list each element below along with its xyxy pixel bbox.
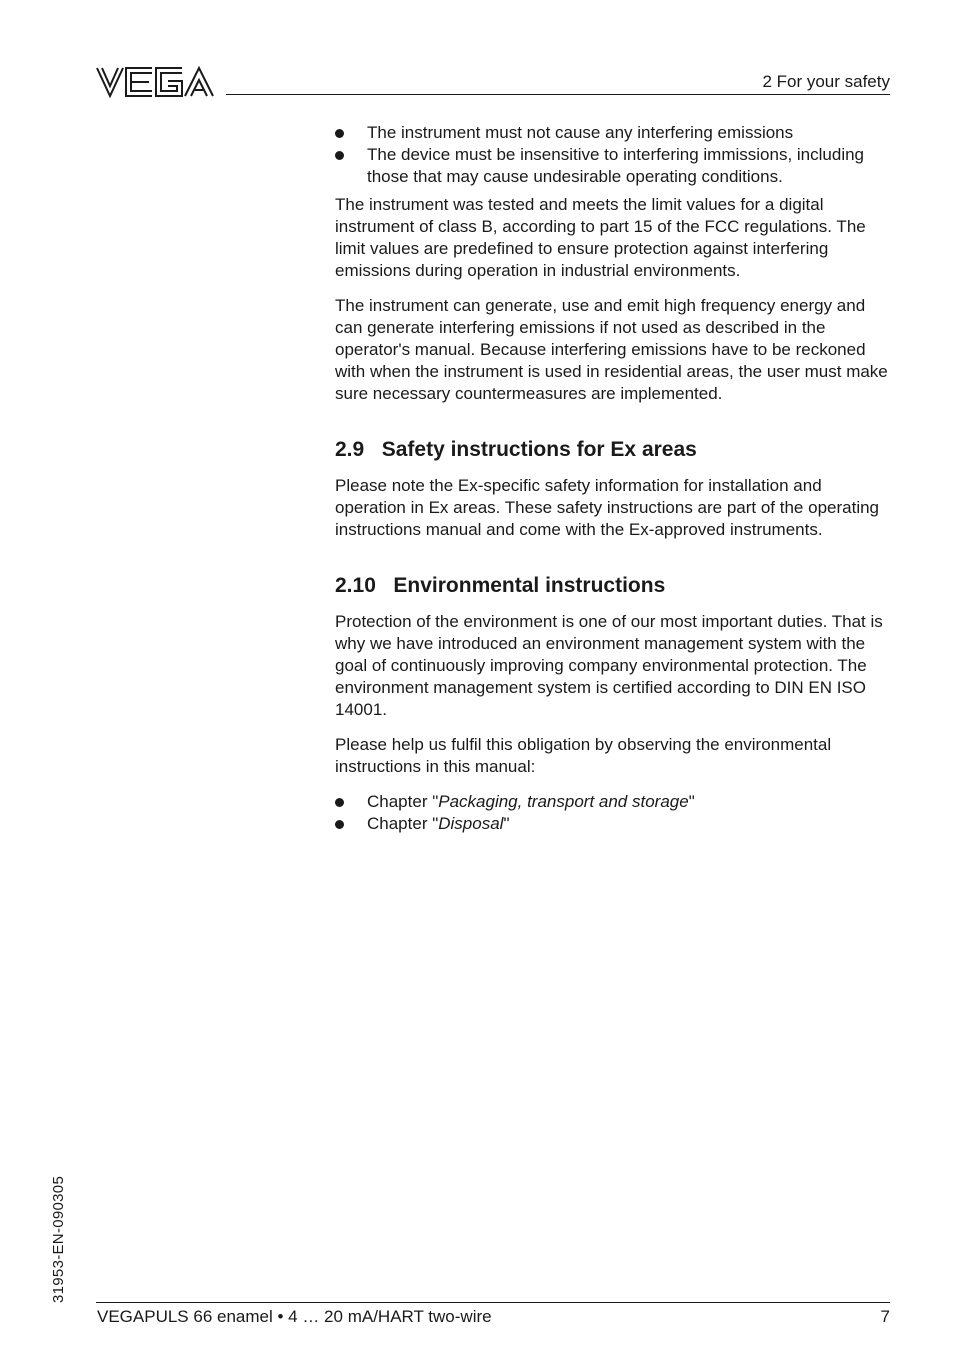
intro-bullet-list — [335, 122, 891, 188]
document-code: 31953-EN-090305 — [50, 1175, 67, 1303]
list-item: Chapter "Packaging, transport and storage" — [335, 791, 891, 813]
emissions-paragraph: The instrument can generate, use and emit high frequency energy and can generate interfering emissions if not used as described in the operator's manual. Because interfering emissions have to be reckoned with when the instrument is used in residential areas, the user must make sure necessary countermeasures are implemented. — [335, 296, 888, 403]
footer-rule — [96, 1302, 890, 1303]
bullet-icon — [335, 129, 344, 138]
heading-2-9 — [335, 437, 891, 463]
main-content — [335, 122, 891, 835]
page-number: 7 — [880, 1307, 890, 1326]
bullet-icon — [335, 151, 344, 160]
heading-number: 2.10 — [335, 574, 376, 597]
section-label: 2 For your safety — [762, 72, 890, 91]
vega-logo — [96, 66, 214, 98]
environment-paragraph: Protection of the environment is one of our most important duties. That is why we have introduced an environment management system with the goal of continuously improving company environmental protection. The environment management system is certified according to DIN EN ISO 14001. — [335, 612, 883, 719]
chapter-reference: Disposal — [438, 814, 504, 833]
list-item: The instrument must not cause any interfering emissions — [335, 122, 891, 144]
fcc-paragraph: The instrument was tested and meets the limit values for a digital instrument of class B, according to part 15 of the FCC regulations. The limit values are predefined to ensure protection against interfering emissions during operation in industrial environments. — [335, 195, 866, 280]
header-rule — [226, 94, 890, 95]
heading-number: 2.9 — [335, 438, 365, 461]
footer-product-title: VEGAPULS 66 enamel • 4 … 20 mA/HART two-wire — [97, 1307, 492, 1326]
bullet-icon — [335, 820, 344, 829]
bullet-icon — [335, 798, 344, 807]
ex-areas-paragraph: Please note the Ex-specific safety information for installation and operation in Ex areas. These safety instructions are part of the operating instructions manual and come with the Ex-approved instruments. — [335, 476, 879, 539]
obligation-paragraph: Please help us fulfil this obligation by observing the environmental instructions in this manual: — [335, 735, 832, 776]
heading-title: Environmental instructions — [393, 574, 666, 597]
chapter-bullet-list — [335, 791, 891, 835]
list-item: The device must be insensitive to interfering immissions, including those that may cause undesirable operating conditions. — [335, 144, 891, 188]
heading-title: Safety instructions for Ex areas — [381, 438, 697, 461]
heading-2-10 — [335, 573, 891, 599]
chapter-reference: Packaging, transport and storage — [438, 792, 689, 811]
list-item: Chapter "Disposal" — [335, 813, 891, 835]
